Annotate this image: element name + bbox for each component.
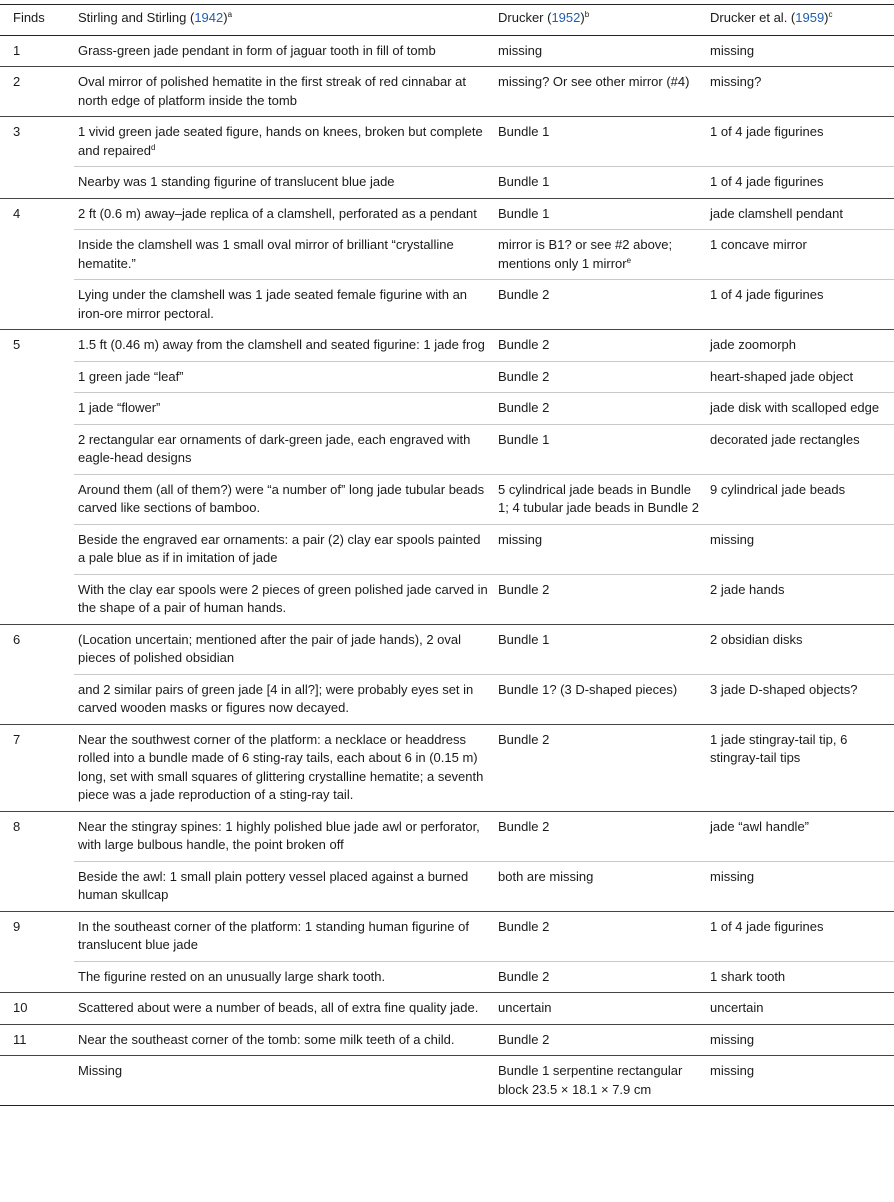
cell-drucker-1959-text: missing (710, 531, 755, 547)
cell-stirling (74, 424, 494, 474)
cell-stirling (74, 993, 494, 1025)
cell-stirling-text: Around them (all of them?) were “a number of” long jade tubular beads carved like sections of bamboo. (78, 481, 485, 515)
cell-finds: 1 (0, 35, 74, 67)
cell-drucker-1952-text: Bundle 2 (498, 581, 550, 597)
cell-finds: 6 (0, 624, 74, 674)
cell-drucker-1959 (706, 393, 894, 425)
cell-drucker-1959 (706, 361, 894, 393)
cell-drucker-1959 (706, 198, 894, 230)
cell-drucker-1952 (494, 724, 706, 811)
table-row (0, 67, 894, 117)
table-header-row (0, 5, 894, 36)
cell-finds: 11 (0, 1024, 74, 1056)
cell-stirling-text: 2 rectangular ear ornaments of dark-green jade, each engraved with eagle-head designs (78, 431, 471, 465)
cell-drucker-1959-text: uncertain (710, 1000, 764, 1015)
cell-finds (0, 674, 74, 724)
cell-drucker-1959-text: 9 cylindrical jade beads (710, 481, 846, 497)
cell-stirling-text: 2 ft (0.6 m) away–jade replica of a clamshell, perforated as a pendant (78, 205, 477, 221)
cell-drucker-1959-text: 1 of 4 jade figurines (710, 174, 824, 189)
cell-drucker-1959 (706, 911, 894, 961)
cell-stirling (74, 280, 494, 330)
table-row (0, 861, 894, 911)
cell-stirling (74, 330, 494, 362)
cell-drucker-1959-text: decorated jade rectangles (710, 431, 860, 447)
table-row (0, 961, 894, 993)
cell-drucker-1952 (494, 811, 706, 861)
cell-stirling (74, 911, 494, 961)
cell-finds (0, 280, 74, 330)
cell-drucker-1952 (494, 961, 706, 993)
cell-drucker-1952-text: Bundle 2 (498, 1031, 550, 1047)
cell-finds (0, 361, 74, 393)
cell-drucker-1959-text: heart-shaped jade object (710, 368, 854, 384)
cell-drucker-1952 (494, 280, 706, 330)
cell-drucker-1952-text: Bundle 1? (3 D-shaped pieces) (498, 681, 678, 697)
finds-comparison-table (0, 4, 894, 1106)
cell-drucker-1959-text: 2 obsidian disks (710, 631, 803, 647)
cell-drucker-1952-text: Bundle 1 (498, 124, 550, 139)
cell-drucker-1959-text: jade “awl handle” (710, 818, 810, 834)
cell-finds (0, 474, 74, 524)
cell-stirling-text: 1 green jade “leaf” (78, 368, 184, 384)
cell-stirling-text: Near the southwest corner of the platform: a necklace or headdress rolled into a bundle made of 6 sting-ray tails, each about 6 in (0.15 m) long, set with small squares of glittering crystalline hematite; a seventh piece was a jade reproduction of a sting-ray tail. (78, 731, 484, 802)
cell-finds (0, 167, 74, 199)
cell-drucker-1952 (494, 424, 706, 474)
cell-drucker-1959 (706, 167, 894, 199)
cell-stirling (74, 198, 494, 230)
cell-drucker-1959-text: missing (710, 42, 755, 58)
table-row (0, 1024, 894, 1056)
cell-drucker-1952-text: uncertain (498, 1000, 552, 1015)
cell-stirling-text: With the clay ear spools were 2 pieces of green polished jade carved in the shape of a pair of human hands. (78, 581, 488, 615)
footnote-marker-e: e (626, 255, 632, 265)
cell-drucker-1952-text: missing (498, 531, 543, 547)
cell-drucker-1952-text: Bundle 2 (498, 731, 550, 747)
cell-drucker-1959 (706, 574, 894, 624)
cell-finds: 8 (0, 811, 74, 861)
cell-drucker-1959 (706, 1056, 894, 1106)
cell-drucker-1952-text: Bundle 2 (498, 287, 550, 302)
cell-stirling-text: and 2 similar pairs of green jade [4 in all?]; were probably eyes set in carved wooden masks or figures now decayed. (78, 681, 474, 715)
table-row (0, 361, 894, 393)
cell-drucker-1959 (706, 624, 894, 674)
cell-drucker-1959-text: 1 of 4 jade figurines (710, 287, 824, 302)
cell-drucker-1952-text: Bundle 1 (498, 431, 550, 447)
table-row (0, 330, 894, 362)
cell-drucker-1959-text: missing (710, 1063, 755, 1078)
cell-drucker-1959 (706, 961, 894, 993)
cell-drucker-1959-text: 1 jade stingray-tail tip, 6 stingray-tail tips (710, 731, 848, 765)
cell-stirling (74, 724, 494, 811)
cell-stirling-text: 1 jade “flower” (78, 400, 161, 415)
cell-drucker-1952-text: Bundle 1 (498, 205, 550, 221)
cell-finds (0, 961, 74, 993)
cell-drucker-1959 (706, 330, 894, 362)
cell-drucker-1959-text: missing (710, 1031, 755, 1047)
cell-drucker-1952 (494, 35, 706, 67)
footnote-marker-a: a (227, 10, 233, 19)
cell-stirling-text: Missing (78, 1063, 123, 1078)
cell-stirling-text: Oval mirror of polished hematite in the first streak of red cinnabar at north edge of platform inside the tomb (78, 74, 467, 108)
cell-drucker-1959-text: 1 shark tooth (710, 968, 786, 984)
cell-drucker-1959-text: missing? (710, 74, 762, 89)
header-drucker-1952-close: ) (580, 10, 585, 25)
cell-drucker-1952 (494, 911, 706, 961)
cell-stirling (74, 674, 494, 724)
cell-stirling-text: Grass-green jade pendant in form of jaguar tooth in fill of tomb (78, 42, 436, 58)
cell-drucker-1959-text: 1 of 4 jade figurines (710, 124, 824, 139)
cell-stirling (74, 811, 494, 861)
cell-stirling (74, 961, 494, 993)
cell-drucker-1952-text: mirror is B1? or see #2 above; mentions only 1 mirror (498, 237, 673, 271)
cell-finds (0, 524, 74, 574)
header-drucker-1959-author: Drucker et al. ( (710, 10, 796, 25)
cell-drucker-1952 (494, 474, 706, 524)
table-row (0, 674, 894, 724)
header-stirling-author: Stirling and Stirling ( (78, 10, 195, 25)
footnote-marker-b: b (584, 10, 590, 19)
cell-finds (0, 393, 74, 425)
cell-drucker-1952-text: Bundle 2 (498, 368, 550, 384)
cell-drucker-1952 (494, 524, 706, 574)
cell-drucker-1959 (706, 724, 894, 811)
table-row (0, 574, 894, 624)
table-row (0, 1056, 894, 1106)
cell-drucker-1952-text: 5 cylindrical jade beads in Bundle 1; 4 tubular jade beads in Bundle 2 (498, 481, 699, 515)
header-drucker-1952 (494, 5, 706, 36)
cell-drucker-1952 (494, 861, 706, 911)
cell-drucker-1952 (494, 574, 706, 624)
cell-drucker-1952 (494, 674, 706, 724)
table-row (0, 280, 894, 330)
footnote-marker-c: c (828, 10, 833, 19)
cell-stirling (74, 230, 494, 280)
cell-finds (0, 861, 74, 911)
cell-stirling-text: Inside the clamshell was 1 small oval mirror of brilliant “crystalline hematite.” (78, 237, 454, 271)
cell-stirling (74, 35, 494, 67)
cell-drucker-1959 (706, 1024, 894, 1056)
cell-stirling-text: 1.5 ft (0.46 m) away from the clamshell and seated figurine: 1 jade frog (78, 337, 485, 352)
cell-drucker-1952-text: Bundle 1 serpentine rectangular block 23.5 × 18.1 × 7.9 cm (498, 1063, 683, 1097)
header-drucker-1959 (706, 5, 894, 36)
cell-drucker-1952 (494, 67, 706, 117)
cell-stirling-text: (Location uncertain; mentioned after the pair of jade hands), 2 oval pieces of polished obsidian (78, 631, 462, 665)
cell-drucker-1959 (706, 474, 894, 524)
header-drucker-1952-author: Drucker ( (498, 10, 552, 25)
header-stirling-close: ) (223, 10, 228, 25)
citation-link-1959[interactable]: 1959 (795, 10, 825, 25)
cell-stirling-text: Near the stingray spines: 1 highly polished blue jade awl or perforator, with large bulbous handle, the point broken off (78, 818, 480, 852)
cell-drucker-1959 (706, 674, 894, 724)
cell-drucker-1952 (494, 624, 706, 674)
cell-finds (0, 1056, 74, 1106)
cell-stirling-text: Near the southeast corner of the tomb: some milk teeth of a child. (78, 1031, 455, 1047)
cell-drucker-1952 (494, 1056, 706, 1106)
cell-drucker-1959-text: missing (710, 868, 755, 884)
cell-drucker-1952-text: Bundle 2 (498, 337, 550, 352)
cell-drucker-1952 (494, 993, 706, 1025)
citation-link-1942[interactable]: 1942 (194, 10, 224, 25)
cell-stirling (74, 524, 494, 574)
cell-drucker-1959 (706, 861, 894, 911)
cell-drucker-1959-text: jade disk with scalloped edge (710, 400, 880, 415)
cell-stirling-text: Lying under the clamshell was 1 jade seated female figurine with an iron-ore mirror pectoral. (78, 287, 468, 321)
cell-stirling (74, 474, 494, 524)
cell-drucker-1959 (706, 230, 894, 280)
cell-finds: 2 (0, 67, 74, 117)
cell-drucker-1952-text: both are missing (498, 868, 594, 884)
cell-drucker-1959 (706, 993, 894, 1025)
cell-drucker-1959 (706, 280, 894, 330)
cell-stirling-text: Scattered about were a number of beads, all of extra fine quality jade. (78, 1000, 479, 1015)
cell-drucker-1959 (706, 524, 894, 574)
cell-drucker-1952 (494, 230, 706, 280)
cell-stirling-text: Beside the awl: 1 small plain pottery vessel placed against a burned human skullcap (78, 868, 469, 902)
table-row (0, 624, 894, 674)
table-row (0, 230, 894, 280)
cell-stirling (74, 624, 494, 674)
cell-drucker-1952-text: Bundle 1 (498, 631, 550, 647)
cell-stirling (74, 393, 494, 425)
table-row (0, 993, 894, 1025)
cell-drucker-1952-text: Bundle 1 (498, 174, 550, 189)
cell-drucker-1952 (494, 361, 706, 393)
cell-drucker-1959-text: 1 concave mirror (710, 237, 807, 252)
cell-drucker-1952 (494, 117, 706, 167)
cell-drucker-1952-text: missing? Or see other mirror (#4) (498, 74, 690, 89)
table-row (0, 35, 894, 67)
cell-stirling (74, 117, 494, 167)
cell-drucker-1952 (494, 393, 706, 425)
cell-drucker-1952-text: Bundle 2 (498, 968, 550, 984)
cell-stirling-text: In the southeast corner of the platform: 1 standing human figurine of translucent blue jade (78, 918, 469, 952)
cell-stirling (74, 67, 494, 117)
cell-finds (0, 424, 74, 474)
cell-finds: 4 (0, 198, 74, 230)
table-body (0, 35, 894, 1106)
cell-drucker-1952 (494, 330, 706, 362)
header-finds (0, 5, 74, 36)
cell-drucker-1952 (494, 198, 706, 230)
cell-drucker-1952-text: Bundle 2 (498, 400, 550, 415)
cell-stirling-text: The figurine rested on an unusually large shark tooth. (78, 968, 386, 984)
header-drucker-1959-close: ) (824, 10, 829, 25)
cell-finds: 5 (0, 330, 74, 362)
cell-drucker-1959-text: 2 jade hands (710, 581, 785, 597)
cell-stirling (74, 1024, 494, 1056)
header-finds-label: Finds (13, 10, 45, 25)
cell-stirling (74, 361, 494, 393)
table-row (0, 724, 894, 811)
table-row (0, 524, 894, 574)
cell-drucker-1952-text: Bundle 2 (498, 818, 550, 834)
table-row (0, 393, 894, 425)
citation-link-1952[interactable]: 1952 (551, 10, 581, 25)
cell-drucker-1959 (706, 117, 894, 167)
cell-drucker-1952-text: missing (498, 42, 543, 58)
table-row (0, 811, 894, 861)
cell-drucker-1952 (494, 167, 706, 199)
cell-drucker-1959-text: 1 of 4 jade figurines (710, 918, 824, 934)
cell-drucker-1959 (706, 424, 894, 474)
cell-stirling (74, 167, 494, 199)
table-row (0, 198, 894, 230)
cell-drucker-1952-text: Bundle 2 (498, 918, 550, 934)
table-row (0, 911, 894, 961)
cell-drucker-1959 (706, 35, 894, 67)
cell-drucker-1959-text: 3 jade D-shaped objects? (710, 681, 858, 697)
table-row (0, 474, 894, 524)
table-row (0, 117, 894, 167)
cell-stirling-text: Beside the engraved ear ornaments: a pair (2) clay ear spools painted a pale blue as if in imitation of jade (78, 531, 481, 565)
cell-stirling-text: 1 vivid green jade seated figure, hands on knees, broken but complete and repaired (78, 124, 483, 158)
cell-drucker-1959-text: jade zoomorph (710, 337, 796, 352)
cell-stirling (74, 574, 494, 624)
footnote-marker-d: d (151, 142, 156, 152)
cell-drucker-1959 (706, 811, 894, 861)
cell-drucker-1959-text: jade clamshell pendant (710, 205, 843, 221)
cell-finds (0, 574, 74, 624)
header-stirling (74, 5, 494, 36)
cell-finds: 7 (0, 724, 74, 811)
table-row (0, 167, 894, 199)
cell-finds: 3 (0, 117, 74, 167)
cell-stirling-text: Nearby was 1 standing figurine of translucent blue jade (78, 174, 395, 189)
table-row (0, 424, 894, 474)
cell-stirling (74, 861, 494, 911)
cell-finds (0, 230, 74, 280)
cell-finds: 9 (0, 911, 74, 961)
cell-finds: 10 (0, 993, 74, 1025)
cell-stirling (74, 1056, 494, 1106)
cell-drucker-1959 (706, 67, 894, 117)
cell-drucker-1952 (494, 1024, 706, 1056)
